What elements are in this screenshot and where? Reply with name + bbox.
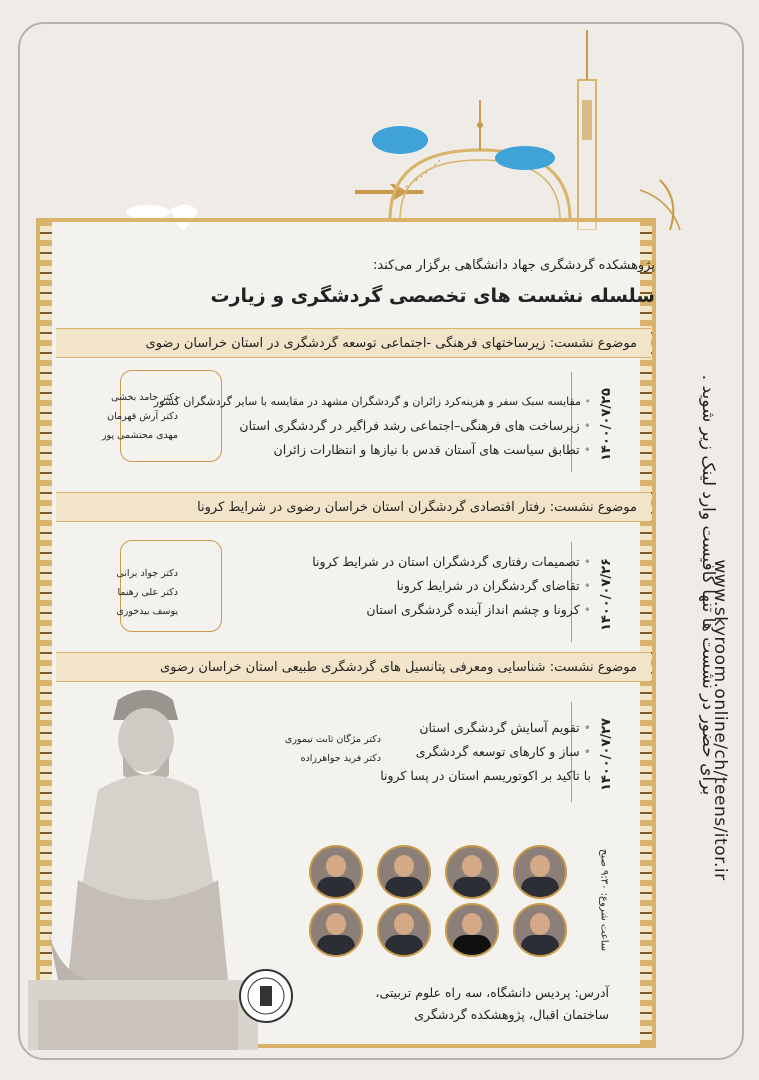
attendance-note: برای حضور در نشست ها تنها کافیست وارد لینک زیر شوید . bbox=[698, 374, 718, 796]
list-item: • مقایسه سبک سفر و هزینه‌کرد زائران و گردشگران مشهد در مقایسه با سایر گردشگران کشور bbox=[151, 390, 591, 414]
speaker: مهدی محتشمی پور bbox=[101, 430, 178, 441]
avatar bbox=[445, 903, 499, 957]
avatar bbox=[513, 845, 567, 899]
speaker: دکتر حامد بخشی bbox=[111, 392, 178, 403]
venue-address bbox=[249, 982, 609, 1026]
list-item: • تصمیمات رفتاری گردشگران استان در شرایط کرونا bbox=[151, 550, 591, 574]
speaker: دکتر فرید جواهرزاده bbox=[300, 753, 381, 764]
airplane-icon bbox=[355, 184, 424, 200]
poet-statue-illustration bbox=[28, 680, 258, 1050]
session-3-points bbox=[291, 716, 591, 788]
session-2-points bbox=[151, 550, 591, 622]
avatar bbox=[513, 903, 567, 957]
list-item: • کرونا و چشم انداز آینده گردشگری استان bbox=[151, 598, 591, 622]
list-item: • ساز و کارهای توسعه گردشگری bbox=[291, 740, 591, 764]
list-item: • زیرساخت های فرهنگی–اجتماعی رشد فراگیر در گردشگری استان bbox=[151, 414, 591, 438]
avatar bbox=[309, 845, 363, 899]
avatar bbox=[377, 845, 431, 899]
session-3-topic: موضوع نشست: شناسایی ومعرفی پتانسیل های گردشگری طبیعی استان خراسان رضوی bbox=[56, 652, 651, 682]
avatar bbox=[309, 903, 363, 957]
cloud-icon bbox=[372, 126, 555, 170]
list-item: • تقویم آسایش گردشگری استان bbox=[291, 716, 591, 740]
address-line: آدرس: پردیس دانشگاه، سه راه علوم تربیتی، bbox=[375, 985, 609, 1000]
session-1 bbox=[56, 360, 651, 485]
speaker: یوسف بیدخوری bbox=[116, 606, 178, 617]
session-3-date: ۱۴۰۰/۰۷/۲۷ bbox=[599, 718, 614, 792]
dome-minaret-illustration bbox=[100, 30, 720, 230]
session-1-date: ۱۴۰۰/۰۷/۲۵ bbox=[599, 388, 614, 462]
list-item: با تاکید بر اکوتوریسم استان در پسا کرونا bbox=[380, 768, 591, 783]
session-2-date: ۱۴۰۰/۰۷/۲۶ bbox=[599, 558, 614, 632]
session-2-topic: موضوع نشست: رفتار اقتصادی گردشگران استان خراسان رضوی در شرایط کرونا bbox=[56, 492, 651, 522]
list-item: • تطابق سیاست های آستان قدس با نیازها و انتظارات زائران bbox=[151, 438, 591, 462]
series-title: سلسله نشست های تخصصی گردشگری و زیارت bbox=[210, 285, 655, 307]
start-time: ساعت شروع: ۹:۳۰ صبح bbox=[598, 848, 610, 952]
speaker: دکتر جواد برانی bbox=[116, 568, 178, 579]
speaker: دکتر مژگان ثابت تیموری bbox=[284, 734, 381, 745]
session-1-topic: موضوع نشست: زیرساختهای فرهنگی -اجتماعی توسعه گردشگری در استان خراسان رضوی bbox=[56, 328, 651, 358]
session-1-points bbox=[151, 390, 591, 462]
speaker: دکتر آرش قهرمان bbox=[107, 411, 178, 422]
avatar bbox=[445, 845, 499, 899]
meeting-link[interactable]: www.skyroom.online/ch/teens/itor.ir bbox=[710, 559, 730, 881]
list-item: • تقاضای گردشگران در شرایط کرونا bbox=[151, 574, 591, 598]
organizer-subtitle: پژوهشکده گردشگری جهاد دانشگاهی برگزار می‌کند: bbox=[373, 258, 655, 273]
address-line: ساختمان اقبال، پژوهشکده گردشگری bbox=[414, 1007, 609, 1022]
avatar bbox=[377, 903, 431, 957]
session-2 bbox=[56, 530, 651, 650]
speaker: دکتر علی رهنما bbox=[117, 587, 178, 598]
